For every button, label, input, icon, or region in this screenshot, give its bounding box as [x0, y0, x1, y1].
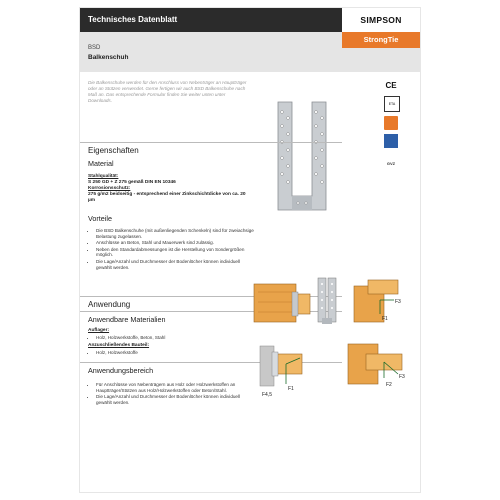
timber-joint-illustration	[254, 284, 310, 322]
force-label-f3: F3	[399, 374, 405, 380]
korrosionsschutz-label: Korrosionsschutz:	[88, 186, 131, 191]
product-name: Balkenschuh	[88, 54, 129, 61]
stahlqualitaet-value: S 250 GD + Z 275 gemäß DIN EN 10346	[88, 180, 176, 185]
korrosionsschutz-value: 275 g/m2 beidseitig - entsprechend einer Zinkschichtdicke von ca. 20 µm	[88, 192, 246, 203]
product-header	[80, 32, 342, 72]
auflager-label: Auflager:	[88, 328, 110, 333]
eta-approval-icon: ETA	[384, 96, 400, 112]
material-wood-icon	[384, 116, 398, 130]
installation-illustrations-lower	[256, 334, 410, 404]
load-direction-diagram	[354, 280, 401, 322]
list-item: • Für Anschlüsse von Nebenträgern aus Holz oder Holzwerkstoffen an Hauptträger/Stützen aus Holz/Holzwerkstoffen oder Beton/Stahl.	[96, 382, 256, 393]
brand-logo-strongtie: StrongTie	[342, 32, 420, 48]
list-item: • Holz, Holzwerkstoffe	[96, 350, 256, 356]
vorteile-list	[88, 228, 256, 271]
installation-illustrations	[252, 270, 412, 332]
subheading-material: Material	[88, 159, 114, 168]
list-item: • Neben den Standardabmessungen ist die Herstellung von Sondergrößen möglich.	[96, 247, 256, 258]
gvz-coating-icon: GVZ	[386, 160, 396, 166]
subheading-bereich: Anwendungsbereich	[88, 366, 154, 375]
force-label-f3: F3	[395, 299, 401, 305]
material-steel-icon	[384, 134, 398, 148]
intro-text: Die Balkenschuhe werden für den Anschluss von Nebenträger an Hauptträger oder an Stützen verwendet. Gerne fertigen wir auch BSD Balkenschuhe nach Maß an. Das entsprechende Formular finden Sie weiter unten unter Downloads.	[88, 80, 247, 103]
hanger-side-view	[318, 278, 336, 324]
auflager-list	[88, 335, 256, 342]
bauteil-block	[88, 343, 248, 349]
hanger-product-photo	[272, 98, 332, 218]
force-label-f1: F1	[288, 386, 294, 392]
list-item: • Die Lage/Anzahl und Durchmesser der Bodenlöcher können individuell gewählt werden.	[96, 394, 256, 405]
logo-panel	[342, 48, 420, 72]
bereich-list	[88, 382, 256, 406]
bauteil-label: Anzuschließendes Bauteil:	[88, 343, 150, 348]
brand-logo-simpson: SIMPSON	[342, 8, 420, 32]
force-label-f45: F4,5	[262, 392, 273, 398]
list-item: • Holz, Holzwerkstoffe, Beton, Stahl	[96, 335, 256, 341]
section-divider	[80, 142, 342, 143]
section-heading-anwendung: Anwendung	[88, 300, 131, 309]
product-code: BSD	[88, 45, 101, 51]
concrete-mount-illustration	[260, 346, 302, 398]
stahlqualitaet-label: Stahlqualität:	[88, 174, 119, 179]
datasheet-page	[80, 8, 420, 492]
subheading-vorteile: Vorteile	[88, 214, 112, 223]
bauteil-list	[88, 350, 256, 357]
material-spec	[88, 174, 248, 204]
force-label-f2: F2	[386, 382, 392, 388]
force-label-f1: F1	[382, 316, 388, 322]
subheading-materialien: Anwendbare Materialien	[88, 315, 166, 324]
list-item: • Anschlüsse an Beton, Stahl und Mauerwerk sind zulässig.	[96, 240, 256, 246]
ce-mark-icon: CE	[385, 80, 397, 90]
list-item: • Die BSD Balkenschuhe (mit außenliegenden Schenkeln) sind für zweiachsige Belastung zugelassen.	[96, 228, 256, 239]
timber-mount-illustration	[348, 344, 405, 388]
document-type-title: Technisches Datenblatt	[88, 15, 178, 24]
list-item: • Die Lage/Anzahl und Durchmesser der Bodenlöcher können individuell gewählt werden.	[96, 259, 256, 270]
section-heading-eigenschaften: Eigenschaften	[88, 146, 139, 155]
auflager-block	[88, 328, 248, 334]
